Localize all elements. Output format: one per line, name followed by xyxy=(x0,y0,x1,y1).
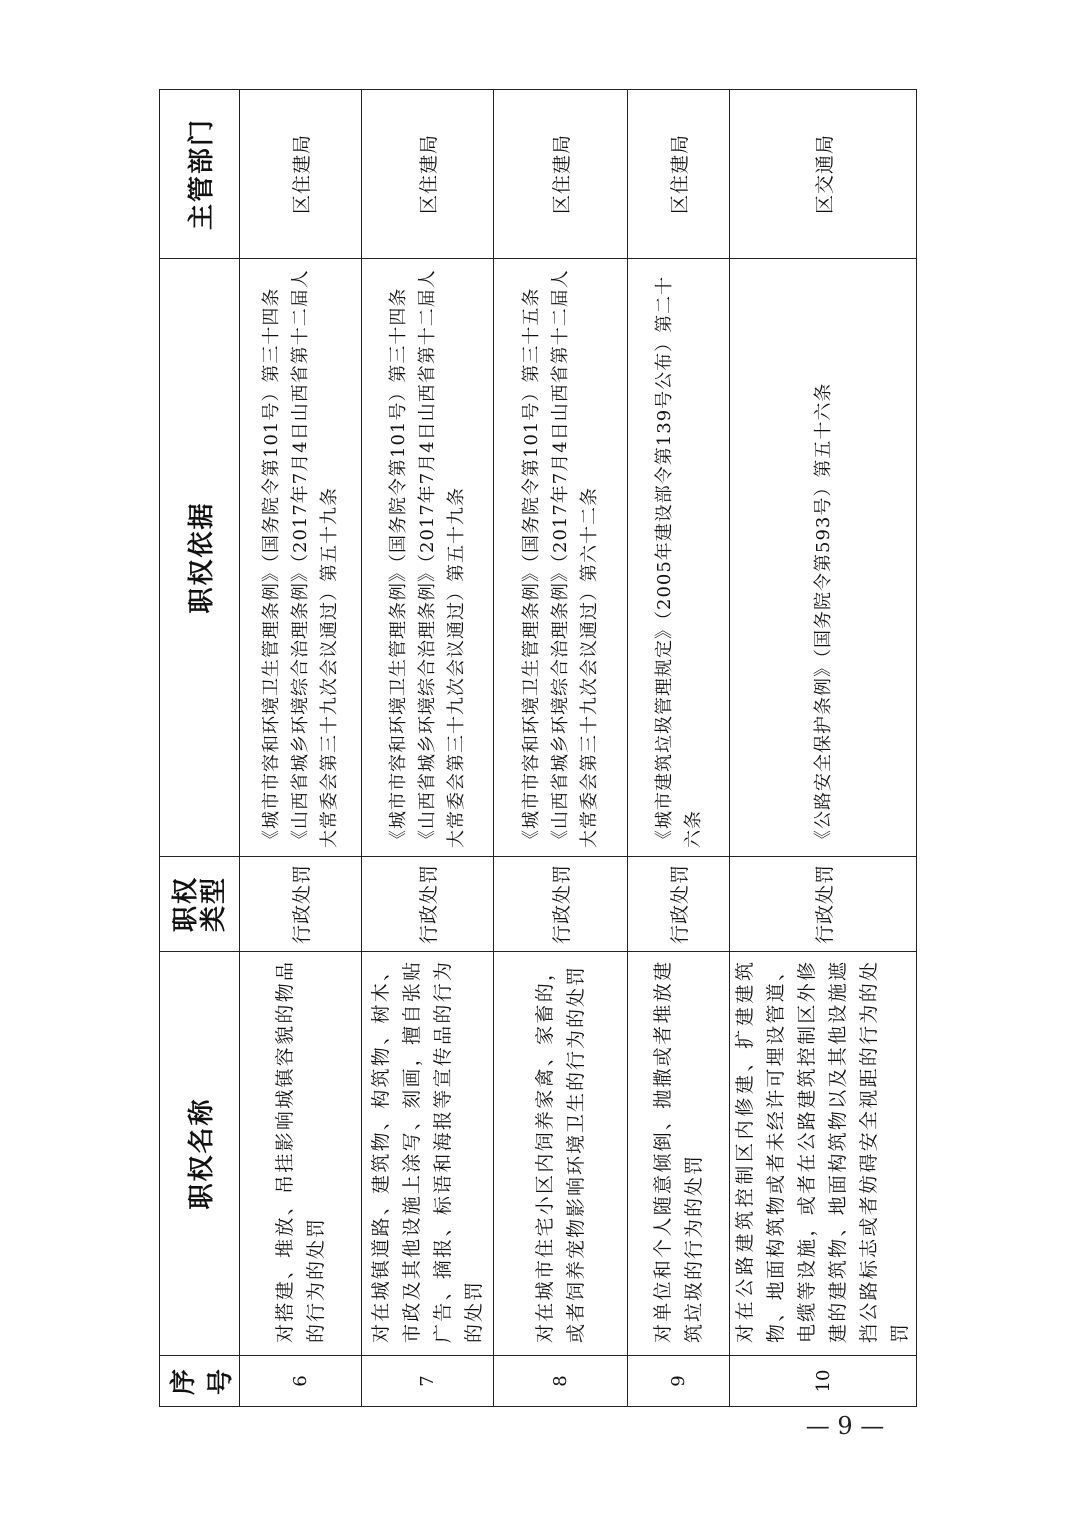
basis-item: 《公路安全保护条例》（国务院令第593号）第五十六条 xyxy=(812,382,834,848)
basis-item: 《城市市容和环境卫生管理条例》（国务院令第101号）第三十四条 xyxy=(388,287,409,848)
header-type-line1: 职权 xyxy=(170,876,201,933)
authority-name: 对在城市住宅小区内饲养家禽、家畜的，或者饲养宠物影响环境卫生的行为的处罚 xyxy=(494,952,628,1356)
table-row xyxy=(362,90,494,1407)
department: 区住建局 xyxy=(494,90,628,259)
authority-table xyxy=(159,89,917,1407)
basis-item: 《山西省城乡环境综合治理条例》（2017年7月4日山西省第十二届人大常委会第三十九次会议通过）第六十二条 xyxy=(550,269,600,848)
authority-basis xyxy=(240,259,362,857)
basis-item: 《山西省城乡环境综合治理条例》（2017年7月4日山西省第十二届人大常委会第三十九次会议通过）第五十九条 xyxy=(290,269,340,848)
authority-name: 对在城镇道路、建筑物、构筑物、树木、市政及其他设施上涂写、刻画，擅自张贴广告、摘报、标语和海报等宣传品的行为的处罚 xyxy=(362,952,494,1356)
authority-type: 行政处罚 xyxy=(730,857,917,952)
rotated-table-frame xyxy=(159,90,915,1407)
row-number: 6 xyxy=(240,1356,362,1407)
table-row xyxy=(628,90,730,1407)
header-type-line2: 类型 xyxy=(198,876,229,933)
row-number: 8 xyxy=(494,1356,628,1407)
authority-basis xyxy=(362,259,494,857)
table-row xyxy=(494,90,628,1407)
header-dept: 主管部门 xyxy=(160,90,240,259)
table-row xyxy=(730,90,917,1407)
page-number: — 9 — xyxy=(805,1412,885,1440)
header-no: 序号 xyxy=(160,1356,240,1407)
department: 区交通局 xyxy=(730,90,917,259)
basis-item: 《城市市容和环境卫生管理条例》（国务院令第101号）第三十五条 xyxy=(521,287,542,848)
header-basis: 职权依据 xyxy=(160,259,240,857)
authority-type: 行政处罚 xyxy=(240,857,362,952)
basis-item: 《城市建筑垃圾管理规定》（2005年建设部令第139号公布）第二十六条 xyxy=(653,275,704,848)
row-number: 7 xyxy=(362,1356,494,1407)
department: 区住建局 xyxy=(362,90,494,259)
row-number: 9 xyxy=(628,1356,730,1407)
authority-type: 行政处罚 xyxy=(362,857,494,952)
basis-item: 《山西省城乡环境综合治理条例》（2017年7月4日山西省第十二届人大常委会第三十九次会议通过）第五十九条 xyxy=(417,269,467,848)
authority-name: 对单位和个人随意倾倒、抛撒或者堆放建筑垃圾的行为的处罚 xyxy=(628,952,730,1356)
basis-item: 《城市市容和环境卫生管理条例》（国务院令第101号）第三十四条 xyxy=(261,287,282,848)
authority-name: 对在公路建筑控制区内修建、扩建建筑物、地面构筑物或者未经许可埋设管道、电缆等设施，或者在公路建筑控制区外修建的建筑物、地面构筑物以及其他设施遮挡公路标志或者妨碍安全视距的行为的处罚 xyxy=(730,952,917,1356)
row-number: 10 xyxy=(730,1356,917,1407)
header-type xyxy=(160,857,240,952)
table-row xyxy=(240,90,362,1407)
authority-name: 对搭建、堆放、吊挂影响城镇容貌的物品的行为的处罚 xyxy=(240,952,362,1356)
authority-basis xyxy=(494,259,628,857)
header-row xyxy=(160,90,240,1407)
authority-type: 行政处罚 xyxy=(628,857,730,952)
authority-type: 行政处罚 xyxy=(494,857,628,952)
authority-basis xyxy=(730,259,917,857)
header-name: 职权名称 xyxy=(160,952,240,1356)
department: 区住建局 xyxy=(628,90,730,259)
authority-basis xyxy=(628,259,730,857)
department: 区住建局 xyxy=(240,90,362,259)
